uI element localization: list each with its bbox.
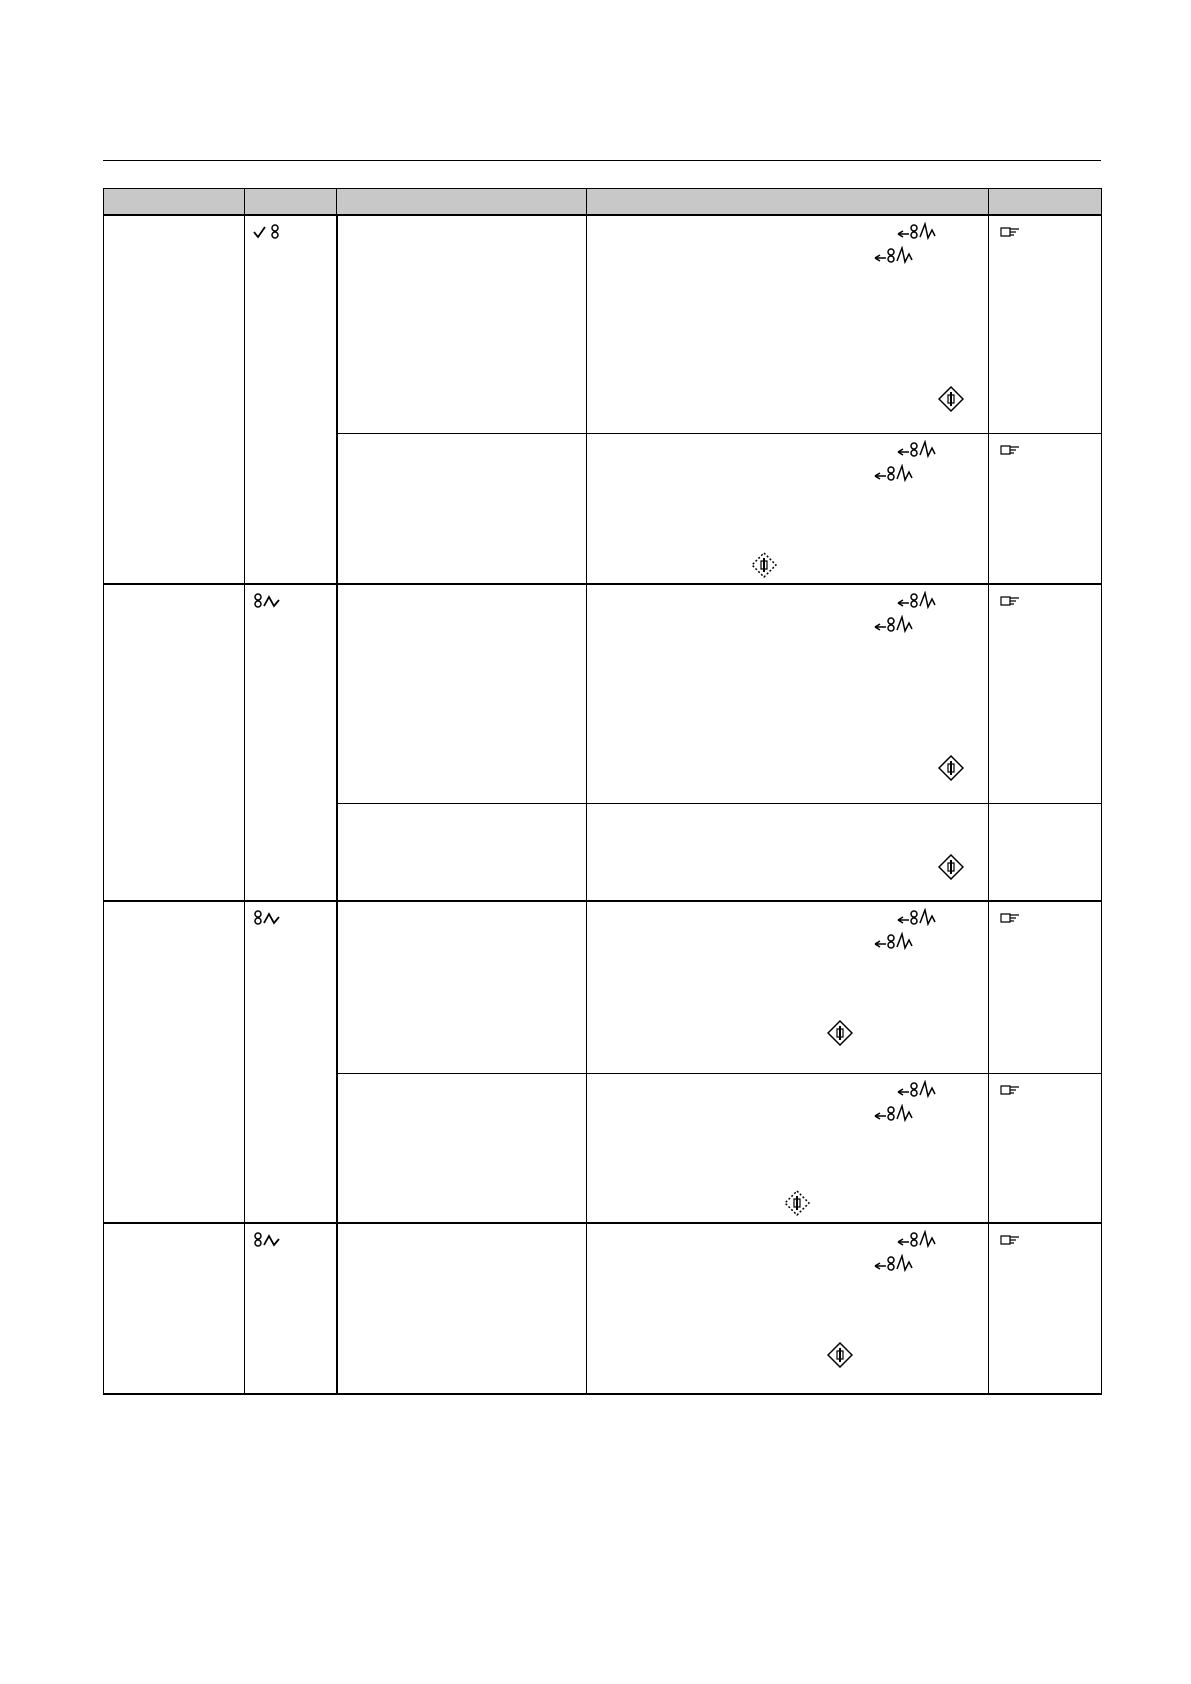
- header-cell-action: [587, 189, 989, 216]
- symbol-cell: [245, 1223, 337, 1394]
- tape-feed-key-icon: [897, 908, 939, 928]
- tape-feed-key-icon: [874, 1254, 916, 1274]
- reference-cell: [989, 901, 1102, 1073]
- state-cell: [104, 1223, 245, 1394]
- start-key-icon: [938, 755, 964, 781]
- tape-feed-key-icon: [874, 615, 916, 635]
- reference-cell: [989, 1223, 1102, 1394]
- action-cell: [587, 584, 989, 803]
- action-cell: [587, 901, 989, 1073]
- cause-cell: [337, 433, 587, 584]
- tape-feed-key-icon: [897, 1230, 939, 1250]
- symbol-cell: [245, 584, 337, 901]
- tape-feed-key-icon: [897, 1080, 939, 1100]
- tape-feed-key-icon: [874, 246, 916, 266]
- start-key-icon: [827, 1342, 853, 1368]
- table-row: [104, 584, 1102, 803]
- pointing-hand-icon: [999, 224, 1021, 238]
- tape-feed-key-icon: [897, 591, 939, 611]
- tape-feed-key-icon: [897, 440, 939, 460]
- pointing-hand-icon: [999, 442, 1021, 456]
- header-rule: [103, 160, 1101, 161]
- header-cell-reference: [989, 189, 1102, 216]
- start-key-icon: [827, 1020, 853, 1046]
- reset-alarm-icon: [253, 1232, 283, 1248]
- table-row: [104, 215, 1102, 433]
- reset-alarm-icon: [253, 593, 283, 609]
- action-cell: [587, 803, 989, 901]
- state-cell: [104, 584, 245, 901]
- tape-feed-key-icon: [874, 1104, 916, 1124]
- table-header-row: [104, 189, 1102, 216]
- action-cell: [587, 433, 989, 584]
- pointing-hand-icon: [999, 1232, 1021, 1246]
- start-key-icon: [938, 386, 964, 412]
- check-reset-icon: [253, 224, 283, 240]
- tape-feed-key-icon: [897, 222, 939, 242]
- table-row: [104, 1223, 1102, 1394]
- action-cell: [587, 1223, 989, 1394]
- action-cell: [587, 215, 989, 433]
- start-key-icon: [938, 854, 964, 880]
- reference-cell: [989, 803, 1102, 901]
- procedure-table: [103, 188, 1102, 1395]
- table-row: [104, 901, 1102, 1073]
- state-cell: [104, 901, 245, 1223]
- reference-cell: [989, 433, 1102, 584]
- tape-feed-key-icon: [874, 932, 916, 952]
- reference-cell: [989, 584, 1102, 803]
- reference-cell: [989, 215, 1102, 433]
- symbol-cell: [245, 901, 337, 1223]
- header-cell-symbol: [245, 189, 337, 216]
- reference-cell: [989, 1073, 1102, 1223]
- cause-cell: [337, 803, 587, 901]
- cause-cell: [337, 1073, 587, 1223]
- cause-cell: [337, 584, 587, 803]
- cause-cell: [337, 1223, 587, 1394]
- tape-feed-key-icon: [874, 464, 916, 484]
- cause-cell: [337, 215, 587, 433]
- start-key-dotted-icon: [751, 552, 777, 578]
- header-cell-cause: [337, 189, 587, 216]
- cause-cell: [337, 901, 587, 1073]
- start-key-dotted-icon: [784, 1190, 810, 1216]
- pointing-hand-icon: [999, 910, 1021, 924]
- pointing-hand-icon: [999, 593, 1021, 607]
- symbol-cell: [245, 215, 337, 584]
- action-cell: [587, 1073, 989, 1223]
- state-cell: [104, 215, 245, 584]
- reset-alarm-icon: [253, 910, 283, 926]
- pointing-hand-icon: [999, 1082, 1021, 1096]
- header-cell-state: [104, 189, 245, 216]
